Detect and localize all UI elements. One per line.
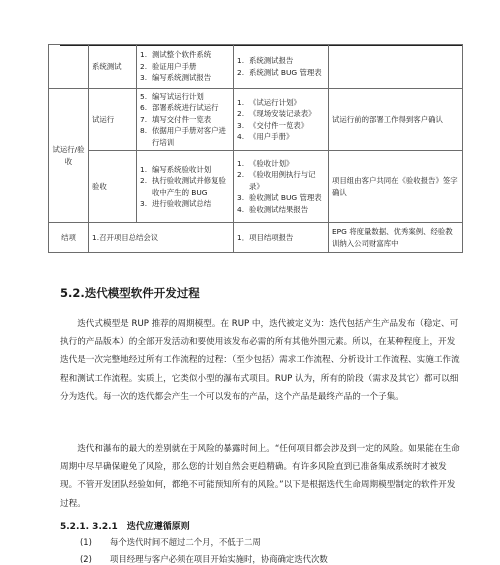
list-number: (2) [80,554,92,564]
task-item: 验证用户手册 [152,61,197,71]
table-row [49,89,463,151]
note-cell [329,45,463,89]
list-item [80,536,261,548]
subsection-title: 5.2.1. 3.2.1 迭代应遵循原则 [60,522,190,532]
outputs-cell: 1．项目结项报告 [234,223,329,253]
list-number: (1) [80,537,92,547]
list-text: 项目经理与客户必须在项目开始实施时，协商确定迭代次数 [110,554,328,564]
output-item: 《用户手册》 [249,132,294,141]
output-item: 系统测试报告 [249,56,294,65]
tasks-cell: 1. 编写系统验收计划 2. 执行验收测试并修复验收中产生的 BUG 3. 进行验收测试总结 [137,151,234,223]
section-title: 5.2.迭代模型软件开发过程 [60,286,200,300]
output-item: 验收测试 BUG 管理表 [249,193,322,203]
stage-cell: 试运行/验收 [49,89,89,223]
list-item [80,553,328,565]
task-item: 测试整个软件系统 [152,50,212,60]
outputs-cell: 1. 《验收计划》 2. 《验收用例执行与记录》 3. 验收测试 BUG 管理表 4. 验收测试结果报告 [234,151,329,223]
stage-cell [49,45,89,89]
task-item: 依据用户手册对客户进行培训 [152,126,226,147]
output-item: 《交付件一览表》 [249,120,309,130]
output-item: 验收测试结果报告 [249,204,309,214]
output-item: 项目结项报告 [249,232,294,242]
task-item: 召开项目总结会议 [99,232,159,242]
tasks-cell: 1.召开项目总结会议 [89,223,234,253]
paragraph: 迭代式模型是 RUP 推荐的周期模型。在 RUP 中，迭代被定义为：迭代包括产生产品发布（稳定、可执行的产品版本）的全部开发活动和要使用该发布必需的所有其他外围元素。所以，在某种程度上，开发迭代是一次完整地经过所有工作流程的过程：（至少包括）需求工作流程、分析设计工作流程、实施工作流程和测试工作流程。实质上，它类似小型的瀑布式项目。RUP 认为，所有的阶段（需求及其它）都可以细分为迭代。每一次的迭代都会产生一个可以发布的产品，这个产品是最终产品的一个子集。 [60,319,460,402]
activity-cell: 验收 [89,151,137,223]
table-row [49,45,463,89]
paragraph: 迭代和瀑布的最大的差别就在于风险的暴露时间上。“任何项目都会涉及到一定的风险。如果能在生命周期中尽早确保避免了风险，那么您的计划自然会更趋精确。有许多风险直到已准备集成系统时才被发现。不管开发团队经验如何，都绝不可能预知所有的风险。”以下是根据迭代生命周期模型制定的软件开发过程。 [60,444,460,509]
task-item: 部署系统进行试运行 [152,103,219,113]
tasks-cell: 5. 编写试运行计划 6. 部署系统进行试运行 7. 填写交付件一览表 8. 依据用户手册对客户进行培训 [137,89,234,151]
process-table [48,44,463,253]
outputs-cell: 1. 系统测试报告 2. 系统测试 BUG 管理表 [234,45,329,89]
output-item: 《验收用例执行与记录》 [249,170,316,191]
task-item: 执行验收测试并修复验收中产生的 BUG [152,176,226,197]
output-item: 《试运行计划》 [249,97,301,107]
task-item: 填写交付件一览表 [152,114,212,124]
note-cell: EPG 将度量数据、优秀案例、经验教训纳入公司财富库中 [329,223,463,253]
table-row [49,223,463,253]
output-item: 《现场安装记录表》 [249,109,316,118]
task-item: 编写系统验收计划 [152,164,212,174]
task-item: 编写试运行计划 [152,91,204,101]
note-cell: 试运行前的部署工作得到客户确认 [329,89,463,151]
outputs-cell: 1. 《试运行计划》 2. 《现场安装记录表》 3. 《交付件一览表》 4. 《用户手册》 [234,89,329,151]
note-cell: 项目组由客户共同在《验收报告》签字确认 [329,151,463,223]
task-item: 编写系统测试报告 [152,73,212,83]
list-text: 每个迭代时间不超过二个月，不低于二周 [110,537,261,547]
task-item: 进行验收测试总结 [152,199,212,208]
activity-cell: 试运行 [89,89,137,151]
output-item: 系统测试 BUG 管理表 [249,67,322,77]
table-row [49,151,463,223]
output-item: 《验收计划》 [249,158,294,168]
tasks-cell: 1. 测试整个软件系统 2. 验证用户手册 3. 编写系统测试报告 [137,45,234,89]
activity-cell: 系统测试 [89,45,137,89]
stage-cell: 结项 [49,223,89,253]
